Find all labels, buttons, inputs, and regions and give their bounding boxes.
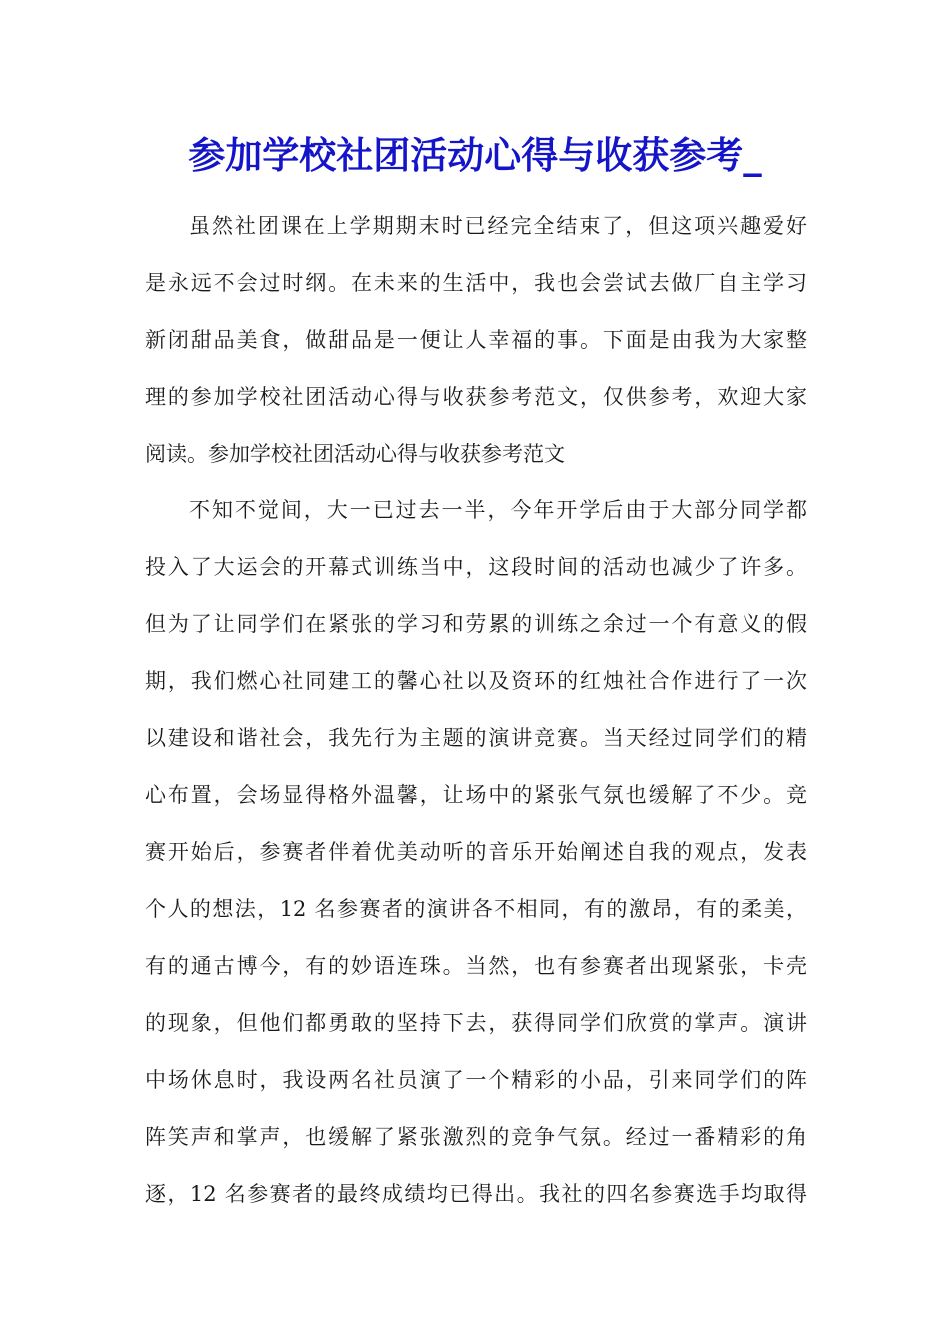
- paragraph-line: 虽然社团课在上学期期末时已经完全结束了，但这项兴趣爱好: [189, 214, 807, 238]
- paragraph-line: 新闭甜品美食，做甜品是一便让人幸福的事。下面是由我为大家整: [145, 328, 807, 352]
- paragraph-line: 但为了让同学们在紧张的学习和劳累的训练之余过一个有意义的假: [145, 612, 807, 636]
- document-title: 参加学校社团活动心得与收获参考_: [188, 133, 762, 177]
- paragraph-line: 理的参加学校社团活动心得与收获参考范文，仅供参考，欢迎大家: [145, 385, 807, 409]
- paragraph-line: 不知不觉间，大一已过去一半，今年开学后由于大部分同学都: [189, 498, 807, 522]
- paragraph-intro: [145, 198, 807, 483]
- paragraph-line: 阵笑声和掌声，也缓解了紧张激烈的竞争气氛。经过一番精彩的角: [145, 1125, 807, 1149]
- paragraph-line: 投入了大运会的开幕式训练当中，这段时间的活动也减少了许多。: [145, 555, 807, 579]
- paragraph-line: 逐，12 名参赛者的最终成绩均已得出。我社的四名参赛选手均取得: [145, 1182, 807, 1206]
- paragraph-line: 赛开始后，参赛者伴着优美动听的音乐开始阐述自我的观点，发表: [145, 840, 807, 864]
- paragraph-line: 的现象，但他们都勇敢的坚持下去，获得同学们欣赏的掌声。演讲: [145, 1011, 807, 1035]
- paragraph-line: 有的通古博今，有的妙语连珠。当然，也有参赛者出现紧张，卡壳: [145, 954, 807, 978]
- paragraph-line: 中场休息时，我设两名社员演了一个精彩的小品，引来同学们的阵: [145, 1068, 807, 1092]
- paragraph-line: 个人的想法，12 名参赛者的演讲各不相同，有的激昂，有的柔美，: [145, 897, 807, 921]
- paragraph-line: 阅读。参加学校社团活动心得与收获参考范文: [145, 442, 565, 466]
- paragraph-line: 心布置，会场显得格外温馨，让场中的紧张气氛也缓解了不少。竞: [145, 783, 807, 807]
- paragraph-line: 期，我们燃心社同建工的馨心社以及资环的红烛社合作进行了一次: [145, 669, 807, 693]
- paragraph-line: 是永远不会过时纲。在未来的生活中，我也会尝试去做厂自主学习: [145, 271, 807, 295]
- paragraph-body: [145, 482, 807, 1223]
- paragraph-line: 以建设和谐社会，我先行为主题的演讲竞赛。当天经过同学们的精: [145, 726, 807, 750]
